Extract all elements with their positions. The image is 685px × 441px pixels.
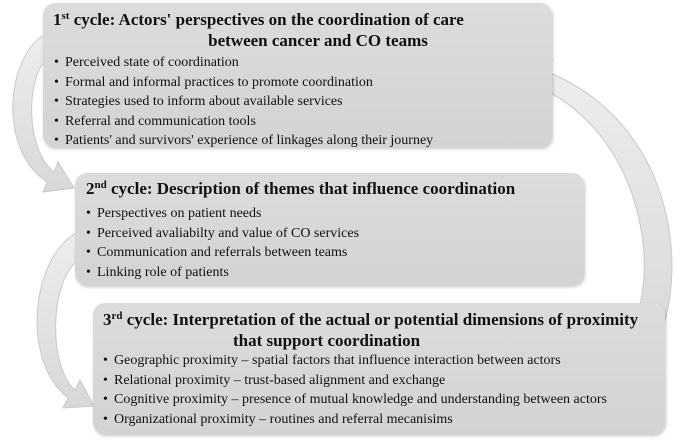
bullet-icon: • xyxy=(54,55,59,70)
list-item: • Linking role of patients xyxy=(86,263,359,283)
cycle-3-ordinal: 3 xyxy=(103,310,112,329)
bullet-icon: • xyxy=(86,264,91,280)
cycle-1-ordinal-suffix: st xyxy=(61,10,70,22)
list-item: • Communication and referrals between teams xyxy=(86,243,359,263)
bullet-icon: • xyxy=(103,411,108,427)
bullet-icon: • xyxy=(103,392,108,407)
cycle-3-title xyxy=(103,309,658,351)
list-item: • Perceived avaliabilty and value of CO services xyxy=(86,224,359,244)
bullet-icon: • xyxy=(86,206,91,221)
bullet-icon: • xyxy=(86,245,91,260)
bullet-icon: • xyxy=(54,94,59,109)
bullet-icon: • xyxy=(54,133,59,148)
cycle-2-box xyxy=(75,173,584,285)
cycle-3-ordinal-suffix: rd xyxy=(111,310,123,322)
cycle-1-title xyxy=(53,9,543,51)
list-item: • Cognitive proximity – presence of mutual knowledge and understanding between actors xyxy=(103,390,607,410)
cycle-3-title-line1: cycle: Interpretation of the actual or potential dimensions of proximity xyxy=(122,310,639,329)
bullet-icon: • xyxy=(103,353,108,368)
bullet-icon: • xyxy=(103,372,108,388)
cycle-1-list xyxy=(54,53,433,151)
list-item: • Strategies used to inform about available services xyxy=(54,92,433,112)
cycle-2-title-line1: cycle: Description of themes that influence coordination xyxy=(106,179,516,198)
bullet-icon: • xyxy=(54,74,59,90)
list-item: • Perspectives on patient needs xyxy=(86,204,359,224)
bullet-icon: • xyxy=(54,113,59,129)
list-item: • Organizational proximity – routines and referral mecanisims xyxy=(103,410,607,430)
cycle-1-box xyxy=(43,3,552,147)
list-item: • Formal and informal practices to promote coordination xyxy=(54,73,433,93)
list-item: • Patients' and survivors' experience of linkages along their journey xyxy=(54,131,433,151)
cycle-3-box xyxy=(93,303,665,434)
cycle-2-ordinal: 2 xyxy=(86,179,95,198)
cycle-1-ordinal: 1 xyxy=(53,10,62,29)
cycle-2-list xyxy=(86,204,359,282)
list-item: • Relational proximity – trust-based alignment and exchange xyxy=(103,371,607,391)
cycle-3-list xyxy=(103,351,607,429)
cycle-3-title-line2: that support coordination xyxy=(233,331,421,350)
cycle-2-ordinal-suffix: nd xyxy=(94,179,107,191)
bullet-icon: • xyxy=(86,225,91,241)
cycle-2-title xyxy=(86,178,576,199)
list-item: • Perceived state of coordination xyxy=(54,53,433,73)
cycle-1-title-line2: between cancer and CO teams xyxy=(208,31,428,50)
list-item: • Referral and communication tools xyxy=(54,112,433,132)
cycle-1-title-line1: cycle: Actors' perspectives on the coordination of care xyxy=(69,10,464,29)
list-item: • Geographic proximity – spatial factors that influence interaction between actors xyxy=(103,351,607,371)
